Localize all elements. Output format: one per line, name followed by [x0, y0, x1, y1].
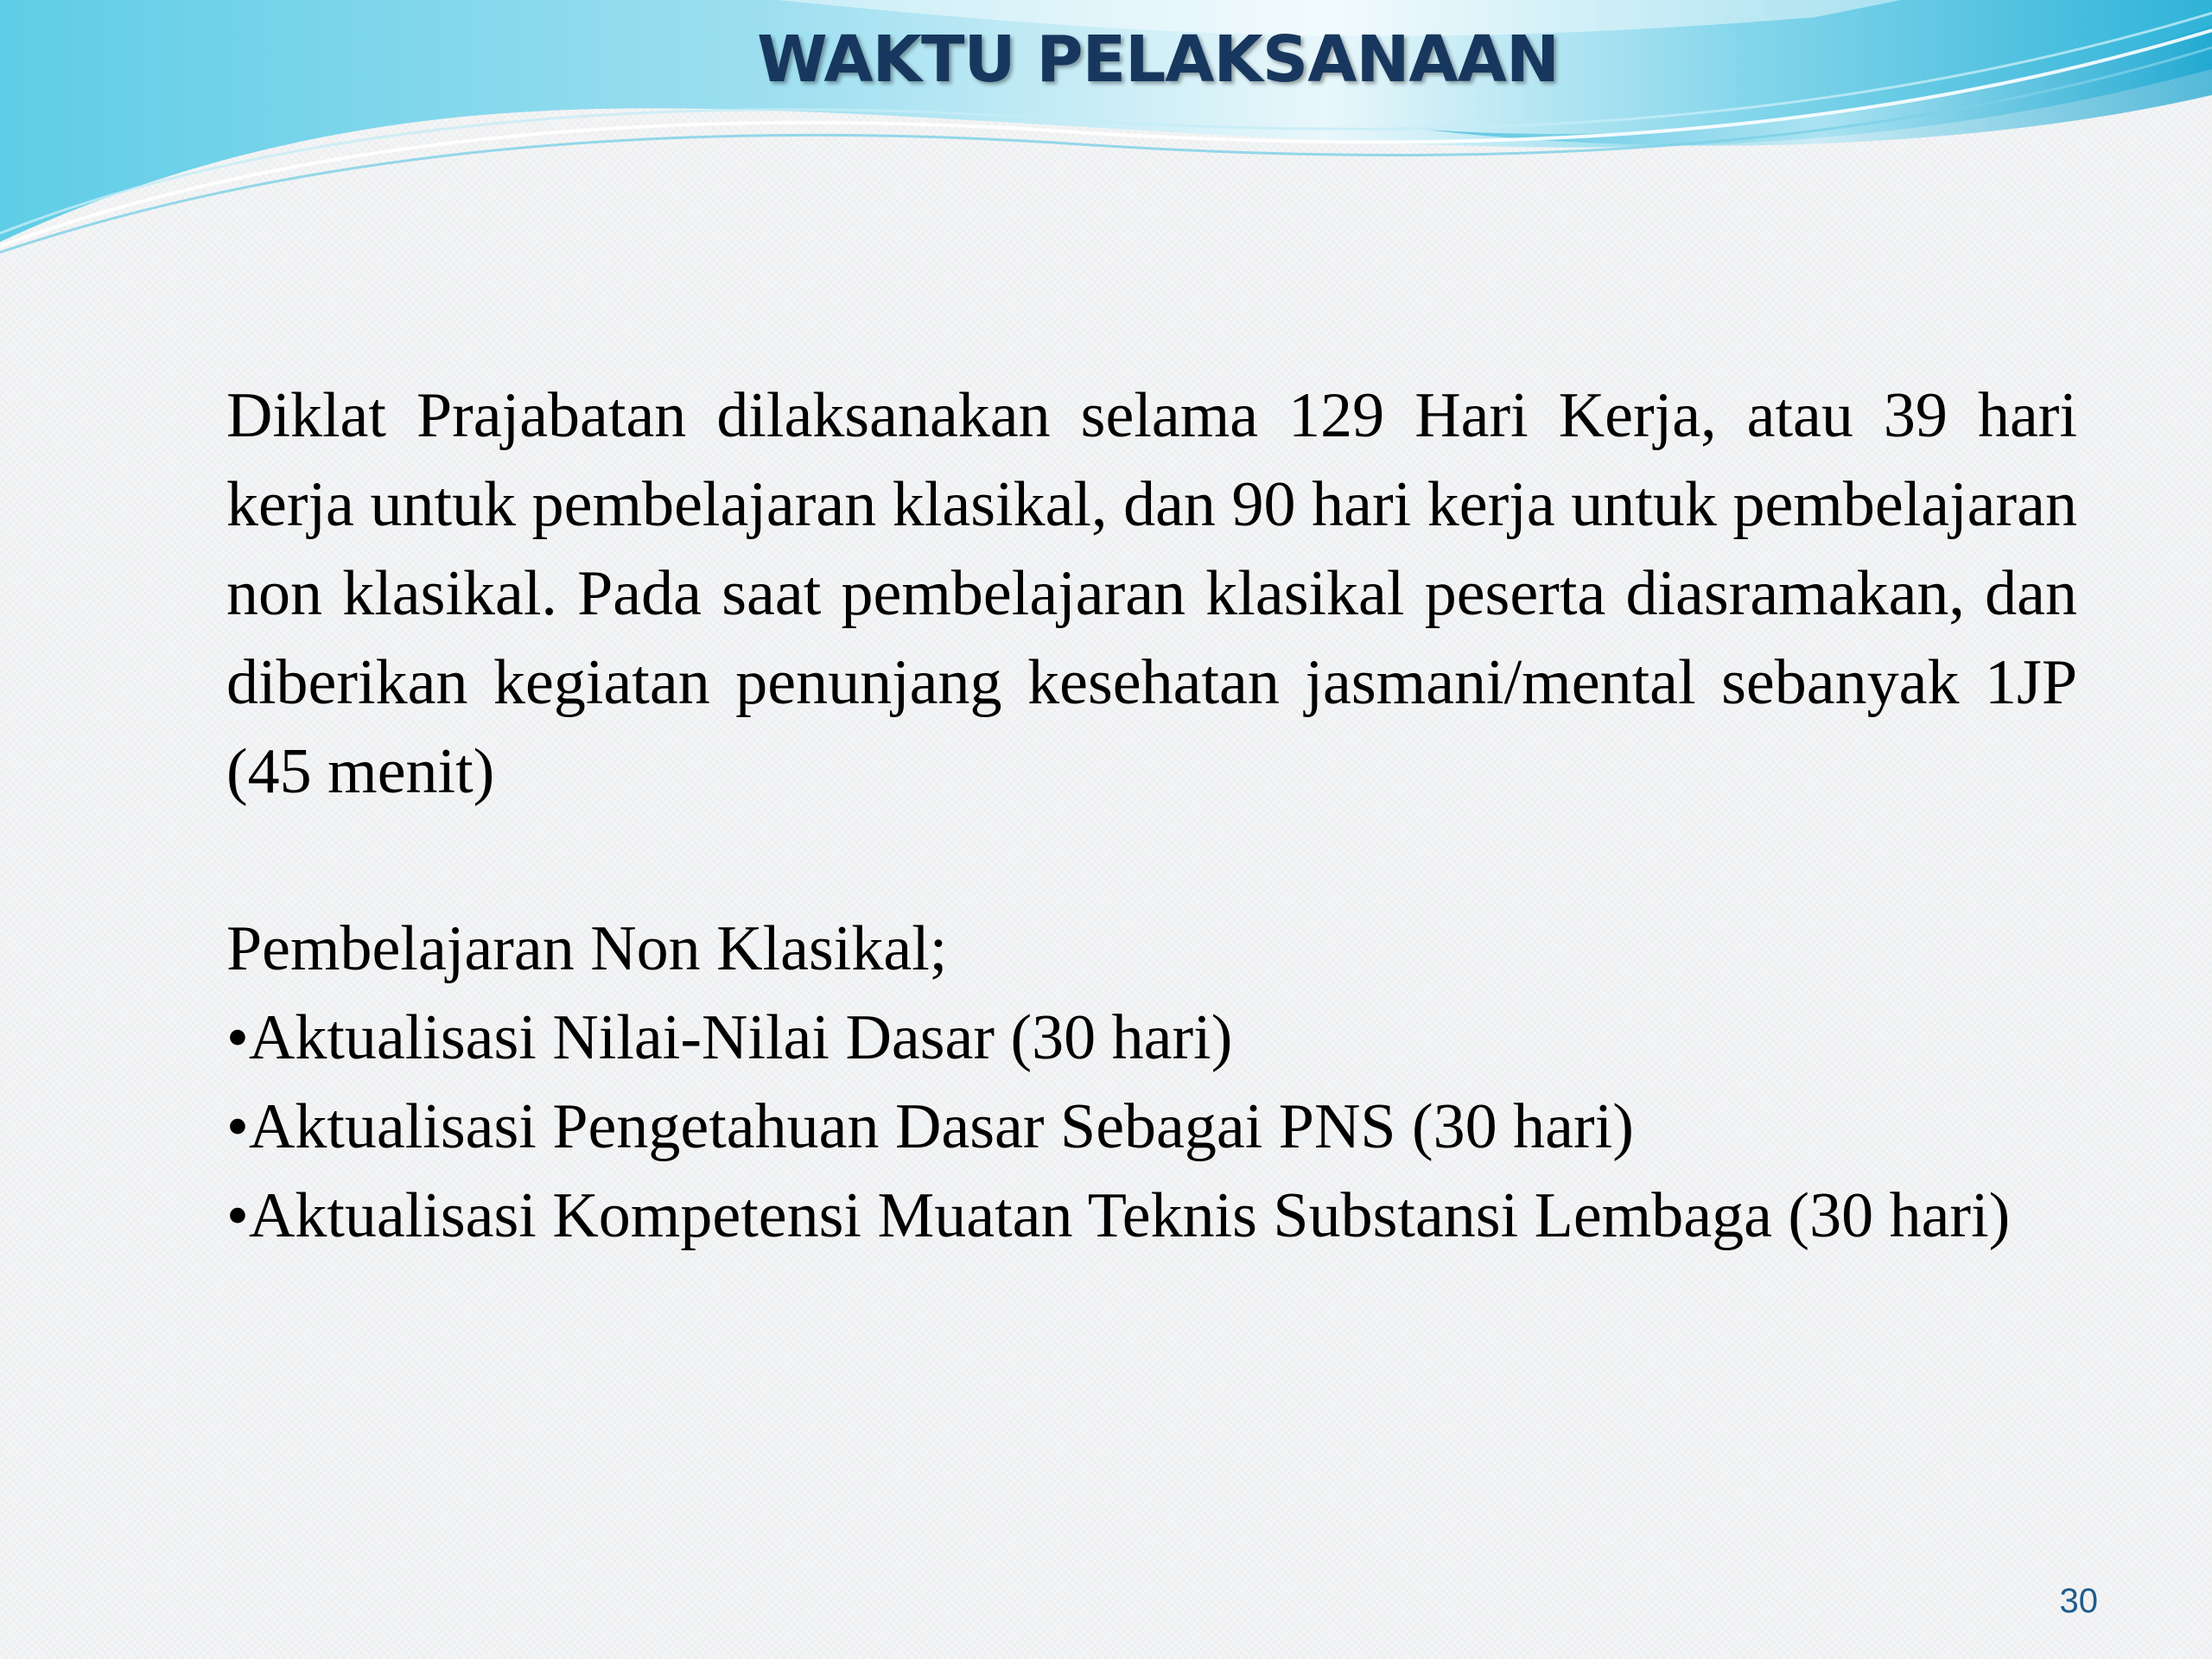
slide-title: WAKTU PELAKSANAAN: [757, 22, 1559, 97]
bullet-item-pengetahuan-dasar: •Aktualisasi Pengetahuan Dasar Sebagai PNS (30 hari): [226, 1091, 1634, 1162]
bullet-item-kompetensi-teknis: •Aktualisasi Kompetensi Muatan Teknis Substansi Lembaga (30 hari): [226, 1180, 2011, 1251]
non-klasikal-section: [226, 905, 2077, 1261]
bullet-item-nilai-dasar: •Aktualisasi Nilai-Nilai Dasar (30 hari): [226, 1002, 1233, 1073]
intro-paragraph: Diklat Prajabatan dilaksanakan selama 129 Hari Kerja, atau 39 hari kerja untuk pembelajaran klasikal, dan 90 hari kerja untuk pembelajaran non klasikal. Pada saat pembelajaran klasikal peserta diasramakan, dan diberikan kegiatan penunjang kesehatan jasmani/mental sebanyak 1JP (45 menit): [226, 380, 2077, 807]
page-number: 30: [2059, 1582, 2098, 1620]
slide-content: [226, 372, 2077, 1261]
non-klasikal-heading: Pembelajaran Non Klasikal;: [226, 913, 948, 984]
